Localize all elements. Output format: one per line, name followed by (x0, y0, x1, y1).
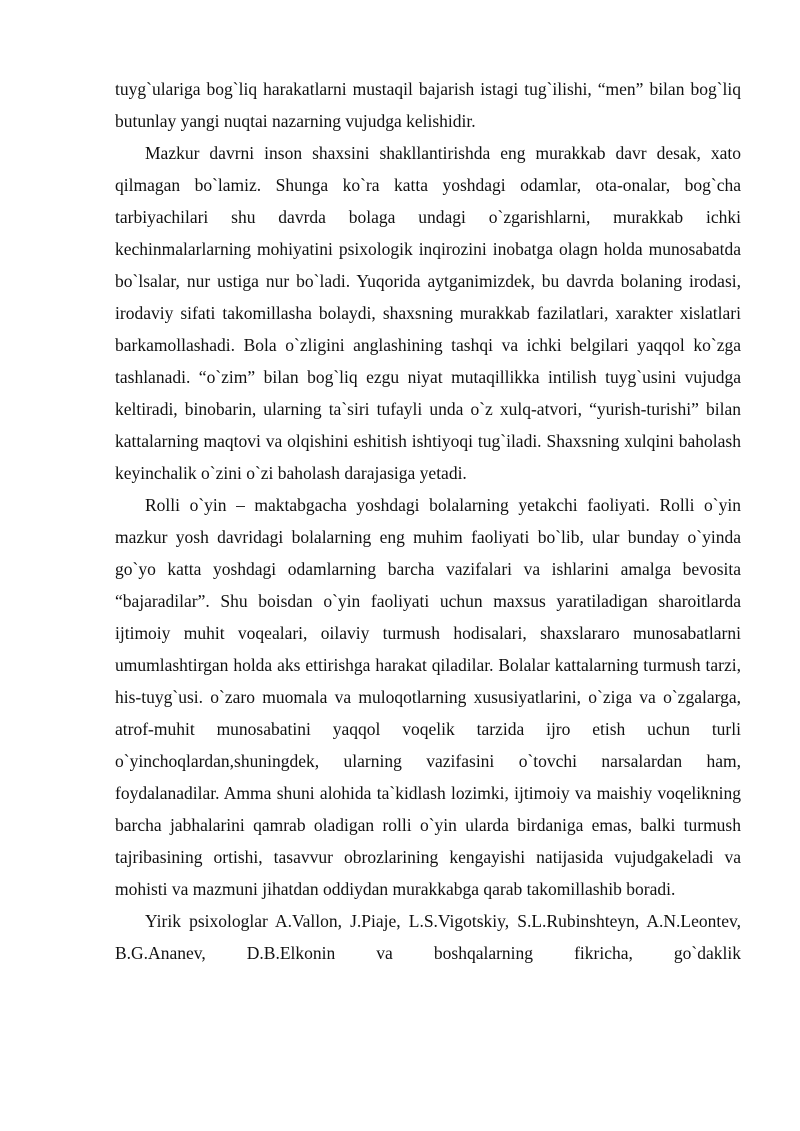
document-page (115, 73, 741, 969)
paragraph-crisis-period: Mazkur davrni inson shaxsini shakllantirishda eng murakkab davr desak, xato qilmagan bo`lamiz. Shunga ko`ra katta yoshdagi odamlar, ota-onalar, bog`cha tarbiyachilari shu davrda bolaga undagi o`zgarishlarni, murakkab ichki kechinmalarlarning mohiyatini psixologik inqirozini inobatga olagn holda munosabatda bo`lsalar, nur ustiga nur bo`ladi. Yuqorida aytganimizdek, bu davrda bolaning irodasi, irodaviy sifati takomillasha bolaydi, shaxsning murakkab fazilatlari, xarakter xislatlari barkamollashadi. Bola o`zligini anglashining tashqi va ichki belgilari yaqqol ko`zga tashlanadi. “o`zim” bilan bog`liq ezgu niyat mutaqillikka intilish tuyg`usini vujudga keltiradi, binobarin, ularning ta`siri tufayli unda o`z xulq-atvori, “yurish-turishi” bilan kattalarning maqtovi va olqishini eshitish ishtiyoqi tug`iladi. Shaxsning xulqini baholash keyinchalik o`zini o`zi baholash darajasiga yetadi. (115, 143, 741, 483)
paragraph-continuation: tuyg`ulariga bog`liq harakatlarni mustaqil bajarish istagi tug`ilishi, “men” bilan bog`liq butunlay yangi nuqtai nazarning vujudga kelishidir. (115, 79, 741, 131)
paragraph-psychologists: Yirik psixologlar A.Vallon, J.Piaje, L.S.Vigotskiy, S.L.Rubinshteyn, A.N.Leontev, B.G.Ananev, D.B.Elkonin va boshqalarning fikricha, go`daklik (115, 911, 741, 963)
paragraph-role-play: Rolli o`yin – maktabgacha yoshdagi bolalarning yetakchi faoliyati. Rolli o`yin mazkur yosh davridagi bolalarning eng muhim faoliyati bo`lib, ular bunday o`yinda go`yo katta yoshdagi odamlarning barcha vazifalari va ishlarini amalga bevosita “bajaradilar”. Shu boisdan o`yin faoliyati uchun maxsus yaratiladigan sharoitlarda ijtimoiy muhit voqealari, oilaviy turmush hodisalari, shaxslararo munosabatlarni umumlashtirgan holda aks ettirishga harakat qiladilar. Bolalar kattalarning turmush tarzi, his-tuyg`usi. o`zaro muomala va muloqotlarning xususiyatlarini, o`ziga va o`zgalarga, atrof-muhit munosabatini yaqqol voqelik tarzida ijro etish uchun turli o`yinchoqlardan,shuningdek, ularning vazifasini o`tovchi narsalardan ham, foydalanadilar. Amma shuni alohida ta`kidlash lozimki, ijtimoiy va maishiy voqelikning barcha jabhalarini qamrab oladigan rolli o`yin ularda birdaniga emas, balki turmush tajribasining ortishi, tasavvur obrozlarining kengayishi natijasida vujudgakeladi va mohisti va mazmuni jihatdan oddiydan murakkabga qarab takomillashib boradi. (115, 495, 741, 899)
